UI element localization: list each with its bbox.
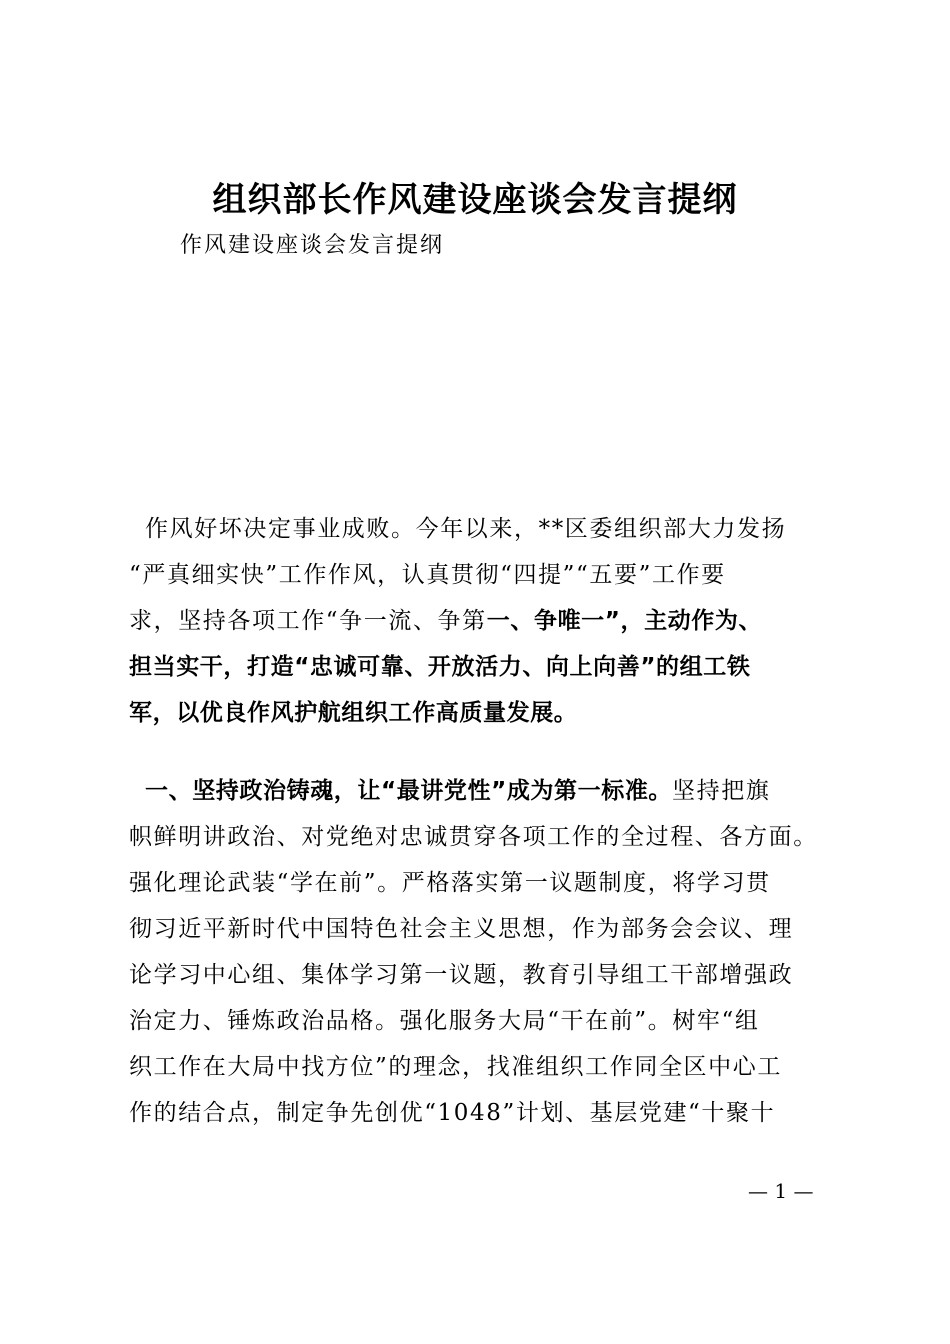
text-line: 作的结合点，制定争先创优“1048”计划、基层党建“十聚十 (129, 1100, 776, 1126)
section-heading: 一、坚持政治铸魂，让“最讲党性”成为第一标准。 (145, 778, 673, 804)
text-line: 强化理论武装“学在前”。严格落实第一议题制度，将学习贯 (129, 870, 771, 896)
text-segment: 坚持把旗 (672, 778, 771, 804)
text-line: 论学习中心组、集体学习第一议题，教育引导组工干部增强政 (129, 962, 794, 988)
page-number: — 1 — (748, 1179, 814, 1203)
text-line: 彻习近平新时代中国特色社会主义思想，作为部务会会议、理 (129, 916, 794, 942)
text-line: 治定力、锤炼政治品格。强化服务大局“干在前”。树牢“组 (129, 1008, 760, 1034)
text-line: “严真细实快”工作作风，认真贯彻“四提”“五要”工作要 (129, 562, 726, 588)
text-line: 织工作在大局中找方位”的理念，找准组织工作同全区中心工 (129, 1054, 782, 1080)
document-subtitle: 作风建设座谈会发言提纲 (180, 233, 445, 258)
text-line (129, 598, 839, 644)
text-line: 作风好坏决定事业成败。今年以来，**区委组织部大力发扬 (145, 516, 787, 542)
bold-text-segment: 一、争唯一”，主动作为、 (486, 608, 763, 634)
text-segment: 求，坚持各项工作“争一流、争第 (129, 608, 487, 634)
text-line (129, 768, 839, 814)
paragraph-section-one (129, 768, 839, 1136)
text-line: 担当实干，打造“忠诚可靠、开放活力、向上向善”的组工铁 (129, 654, 751, 680)
text-line: 帜鲜明讲政治、对党绝对忠诚贯穿各项工作的全过程、各方面。 (129, 824, 818, 850)
document-title: 组织部长作风建设座谈会发言提纲 (212, 180, 738, 220)
paragraph-intro (129, 506, 839, 736)
text-line: 军，以优良作风护航组织工作高质量发展。 (129, 700, 578, 726)
